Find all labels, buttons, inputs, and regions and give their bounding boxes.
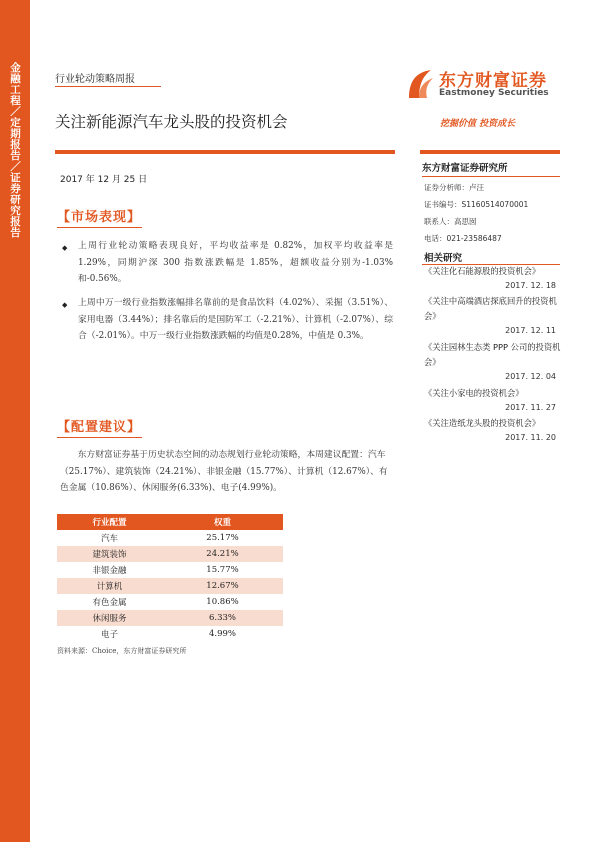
sidebar-label: 金融工程／定期报告／证券研究报告 — [9, 62, 21, 238]
table-row — [57, 562, 283, 578]
institute-underline — [422, 176, 560, 177]
related-research-heading: 相关研究 — [424, 253, 463, 264]
weight-cell: 6.33% — [162, 610, 283, 626]
industry-cell: 汽车 — [100, 534, 118, 544]
weight-cell: 12.67% — [162, 578, 283, 594]
related-item-date: 2017. 12. 04 — [505, 372, 556, 381]
table-row — [57, 578, 283, 594]
industry-cell: 电子 — [100, 630, 118, 640]
related-item-date: 2017. 12. 18 — [505, 281, 556, 290]
table-source: 资料来源：Choice，东方财富证券研究所 — [57, 647, 187, 655]
market-heading-underline — [57, 227, 142, 228]
allocation-heading: 【配置建议】 — [57, 420, 142, 435]
research-institute: 东方财富证券研究所 — [422, 163, 508, 174]
company-logo — [405, 66, 560, 106]
logo-mark-icon — [405, 66, 435, 102]
report-type-underline — [55, 86, 161, 87]
weight-cell: 10.86% — [206, 597, 239, 607]
report-date: 2017 年 12 月 25 日 — [60, 175, 148, 185]
analyst-name: 证券分析师：卢汪 — [424, 183, 484, 192]
weight-cell: 25.17% — [206, 533, 239, 543]
related-item-title[interactable]: 《关注园林生态类 PPP 公司的投资机会》 — [424, 342, 561, 367]
allocation-paragraph: 东方财富证券基于历史状态空间的动态规划行业轮动策略，本周建议配置：汽车（25.17%）、建筑装饰（24.21%）、非银金融（15.77%）、计算机（12.67%）、有色金属（10.86%）、休闲服务(6.33%)、电子(4.99%)。 — [60, 450, 388, 493]
title-divider — [55, 150, 395, 154]
weight-cell: 15.77% — [206, 565, 239, 575]
table-header-row — [57, 514, 283, 530]
header-industry: 行业配置 — [57, 514, 162, 530]
weight-cell: 24.21% — [162, 546, 283, 562]
allocation-table — [57, 514, 283, 642]
contact-person: 联系人：高思囡 — [424, 217, 477, 226]
related-item-title[interactable]: 《关注小家电的投资机会》 — [424, 388, 524, 398]
industry-cell: 有色金属 — [92, 598, 127, 608]
bullet-icon: ◆ — [62, 301, 68, 309]
table-row — [57, 530, 283, 546]
left-sidebar — [0, 0, 30, 842]
report-type: 行业轮动策略周报 — [55, 74, 135, 85]
market-heading: 【市场表现】 — [57, 210, 142, 225]
table-row — [57, 546, 283, 562]
right-column-divider — [420, 150, 560, 154]
related-item-date: 2017. 11. 27 — [505, 403, 556, 412]
industry-cell: 休闲服务 — [57, 610, 162, 626]
related-item-date: 2017. 11. 20 — [505, 433, 556, 442]
bullet-icon: ◆ — [62, 244, 68, 252]
related-item-title[interactable]: 《关注化石能源股的投资机会》 — [424, 266, 541, 276]
header-weight: 权重 — [162, 514, 283, 530]
industry-cell: 计算机 — [57, 578, 162, 594]
slogan: 挖掘价值 投资成长 — [440, 119, 516, 129]
weight-cell: 4.99% — [208, 629, 236, 639]
industry-cell: 非银金融 — [92, 566, 127, 576]
table-row — [57, 626, 283, 642]
related-item-title[interactable]: 《关注中高端酒店探底回升的投资机会》 — [424, 296, 557, 321]
logo-english-name: Eastmoney Securities — [439, 88, 549, 98]
logo-chinese-name: 东方财富证券 — [439, 71, 547, 91]
related-item-date: 2017. 12. 11 — [505, 326, 556, 335]
allocation-heading-underline — [57, 437, 142, 438]
table-row — [57, 594, 283, 610]
report-title: 关注新能源汽车龙头股的投资机会 — [55, 113, 288, 131]
market-paragraph-2: 上周中万一级行业指数涨幅排名靠前的是食品饮料（4.02%）、采掘（3.51%）、家用电器（3.44%）；排名靠后的是国防军工（-2.21%）、计算机（-2.07%）、综合（-2.01%）。中万一级行业指数涨跌幅的均值是0.28%，中值是 0.3%。 — [78, 298, 393, 341]
market-paragraph-1: 上周行业轮动策略表现良好，平均收益率是 0.82%，加权平均收益率是 1.29%，同期沪深 300 指数涨跌幅是 1.85%，超额收益分别为-1.03%和-0.56%。 — [78, 241, 393, 284]
phone-number: 电话：021-23586487 — [424, 234, 502, 243]
certificate-number: 证书编号：S1160514070001 — [424, 200, 529, 209]
table-row — [57, 610, 283, 626]
industry-cell: 建筑装饰 — [57, 546, 162, 562]
related-item-title[interactable]: 《关注造纸龙头股的投资机会》 — [424, 418, 541, 428]
